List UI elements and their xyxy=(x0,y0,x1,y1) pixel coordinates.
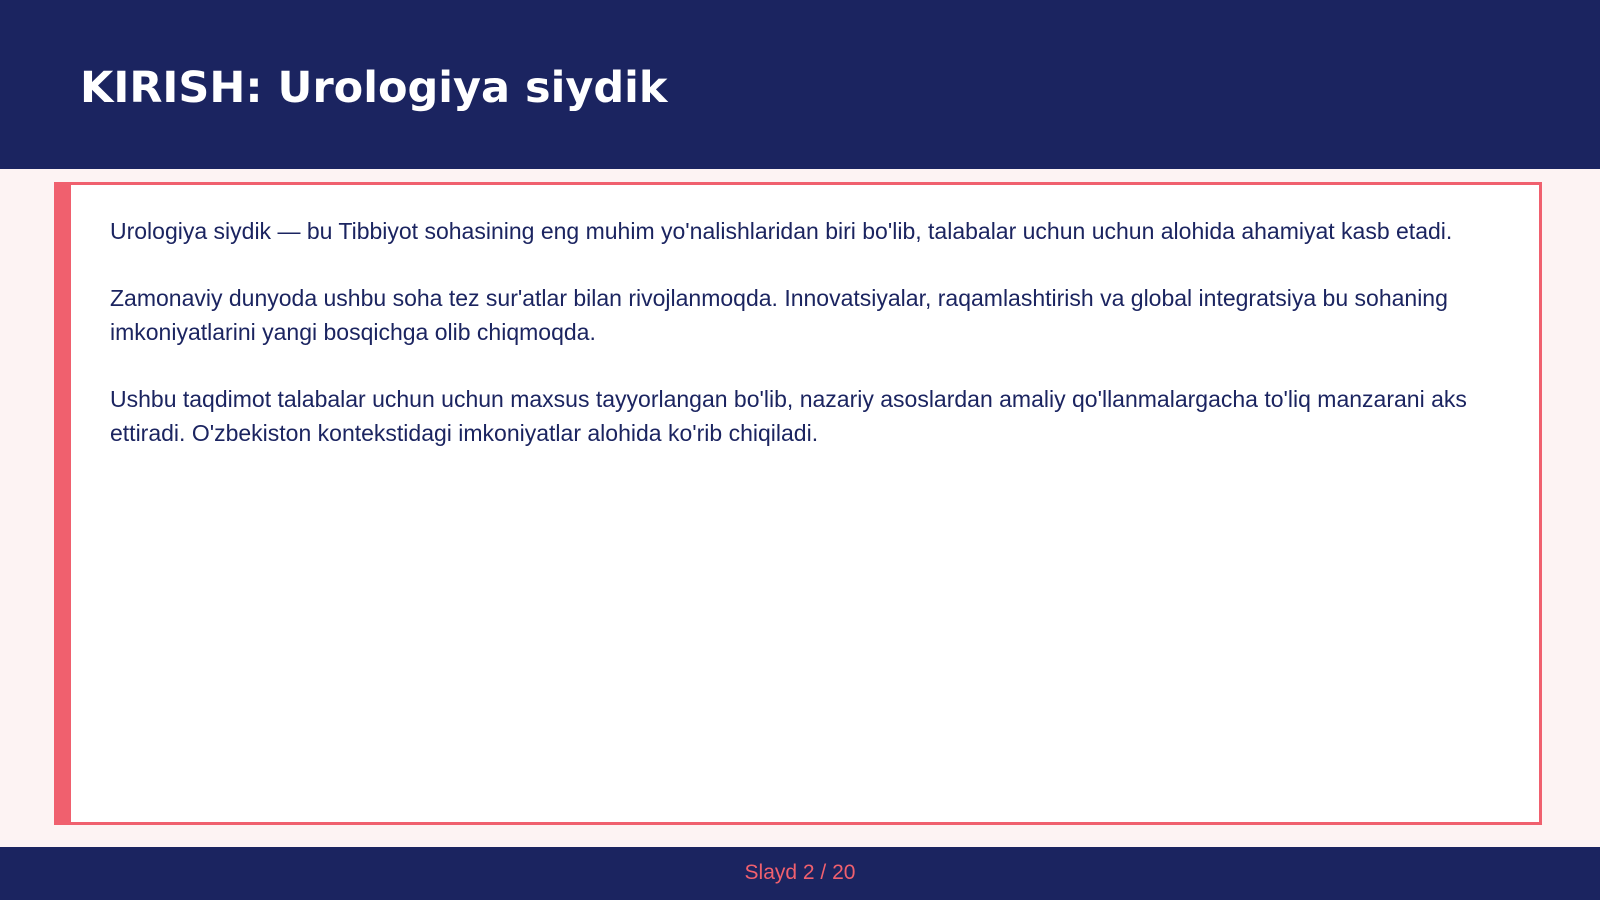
slide-title: KIRISH: Urologiya siydik xyxy=(80,63,668,113)
slide-header xyxy=(0,0,1600,169)
presentation-purpose-paragraph: Ushbu taqdimot talabalar uchun uchun maxsus tayyorlangan bo'lib, nazariy asoslardan amaliy qo'llanmalargacha to'liq manzarani aks ettiradi. O'zbekiston kontekstidagi imkoniyatlar alohida ko'rib chiqiladi. xyxy=(110,386,1467,446)
content-card xyxy=(54,182,1542,825)
slide-page-indicator: Slayd 2 / 20 xyxy=(744,861,856,884)
modern-world-paragraph: Zamonaviy dunyoda ushbu soha tez sur'atlar bilan rivojlanmoqda. Innovatsiyalar, raqamlashtirish va global integratsiya bu sohaning imkoniyatlarini yangi bosqichga olib chiqmoqda. xyxy=(110,285,1448,345)
intro-paragraph: Urologiya siydik — bu Tibbiyot sohasining eng muhim yo'nalishlaridan biri bo'lib, talabalar uchun uchun alohida ahamiyat kasb etadi. xyxy=(110,218,1453,244)
slide-footer xyxy=(0,847,1600,900)
content-text xyxy=(110,214,1490,483)
